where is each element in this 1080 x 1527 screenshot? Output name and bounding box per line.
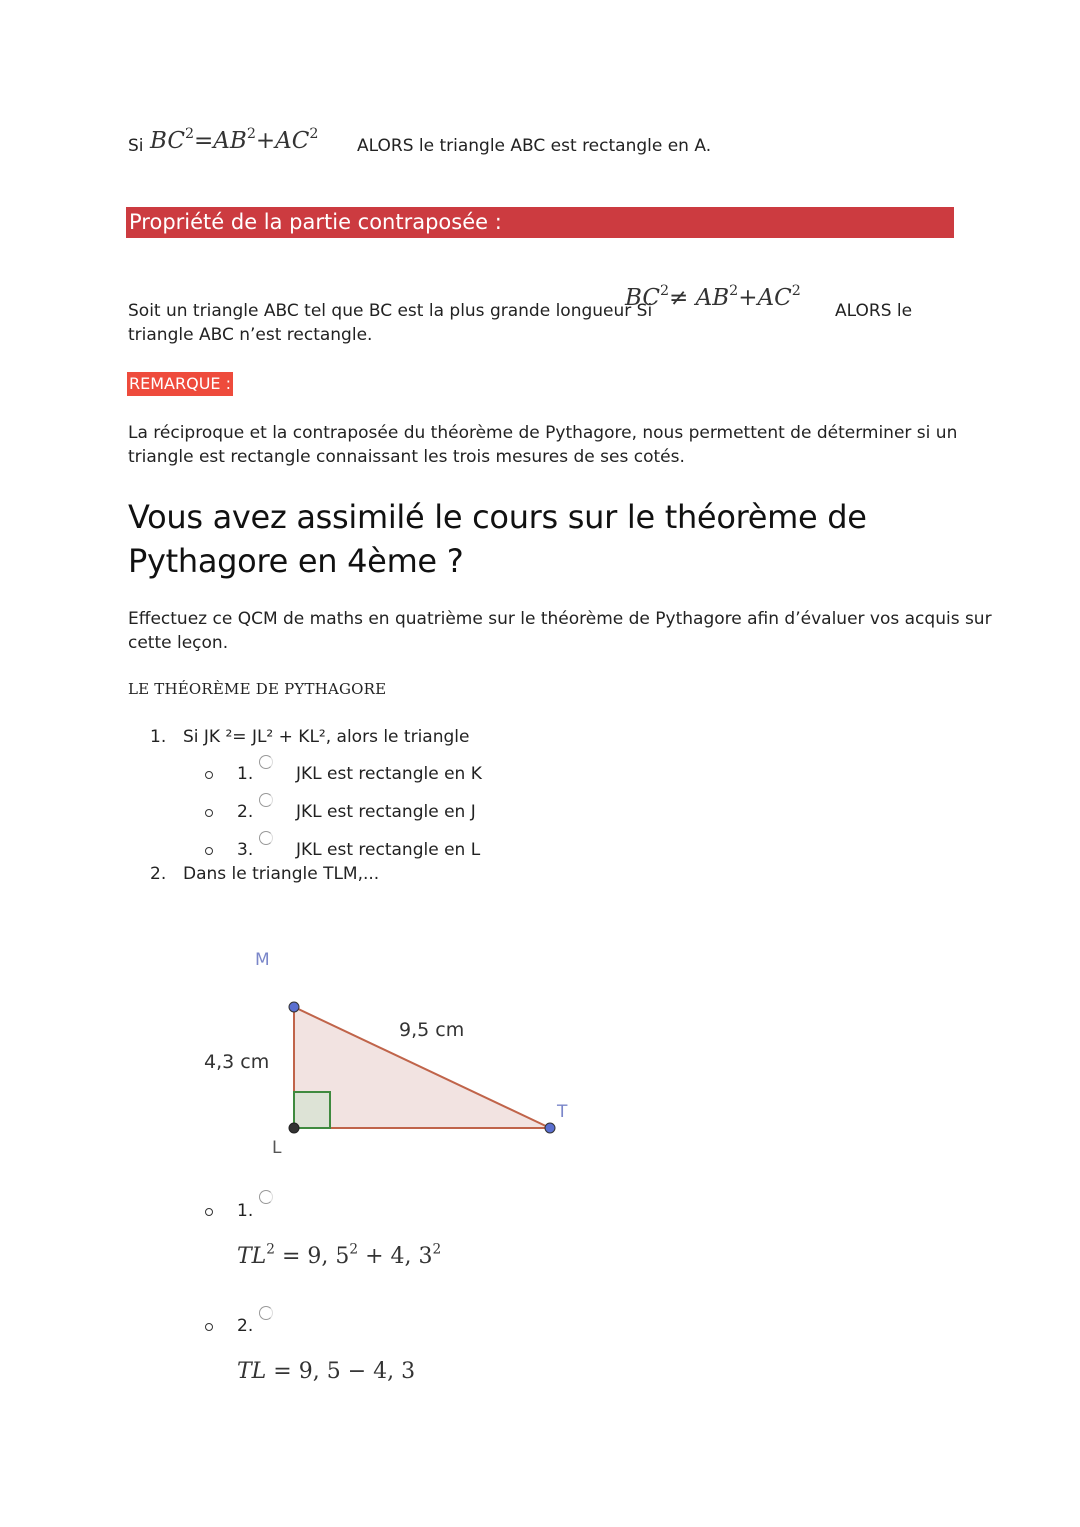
right-angle-marker [294, 1092, 330, 1128]
vertex-t-point [545, 1123, 555, 1133]
quiz-intro-line-2: cette leçon. [128, 633, 229, 653]
list-bullet [205, 847, 213, 855]
option-number: 2. [237, 802, 254, 822]
section-title-contrapositive: Propriété de la partie contraposée : [126, 207, 954, 238]
contrapositive-text-start: Soit un triangle ABC tel que BC est la plus grande longueur Si [128, 301, 653, 321]
contrapositive-formula: $BC^2\ne AB^2+AC^2$ [625, 283, 801, 311]
list-bullet [205, 809, 213, 817]
question-1-text: Si JK ²= JL² + KL², alors le triangle [183, 727, 470, 747]
list-bullet [205, 771, 213, 779]
page-heading-line-1: Vous avez assimilé le cours sur le théorème de [128, 498, 867, 536]
option-number: 2. [237, 1316, 254, 1336]
converse-conclusion-text: ALORS le triangle ABC est rectangle en A. [357, 136, 712, 156]
contrapositive-text-end: triangle ABC n’est rectangle. [128, 325, 373, 345]
radio-button-q1-opt3[interactable] [259, 831, 273, 845]
radio-button-q1-opt1[interactable] [259, 755, 273, 769]
vertex-m-point [289, 1002, 299, 1012]
side-ml-length: 4,3 cm [204, 1051, 270, 1073]
option-label: JKL est rectangle en L [296, 840, 481, 860]
pythagore-converse-formula: $BC^2=AB^2+AC^2$ [150, 126, 319, 154]
question-2-text: Dans le triangle TLM,... [183, 864, 380, 884]
option-formula: $TL^2 = 9$, $5^2 + 4$, $3^2$ [237, 1241, 442, 1269]
vertex-m-label: M [255, 950, 270, 970]
contrapositive-text-alors: ALORS le [835, 301, 913, 321]
page-heading-line-2: Pythagore en 4ème ? [128, 542, 464, 580]
option-label: JKL est rectangle en K [296, 764, 482, 784]
list-bullet [205, 1208, 213, 1216]
remark-line-2: triangle est rectangle connaissant les trois mesures de ses cotés. [128, 447, 685, 467]
question-1-number: 1. [150, 727, 167, 747]
vertex-t-label: T [557, 1102, 568, 1122]
quiz-intro-line-1: Effectuez ce QCM de maths en quatrième sur le théorème de Pythagore afin d’évaluer vos acquis sur [128, 609, 992, 629]
list-bullet [205, 1323, 213, 1331]
vertex-l-point [289, 1123, 299, 1133]
option-label: JKL est rectangle en J [296, 802, 476, 822]
radio-button-q2-opt1[interactable] [259, 1190, 273, 1204]
intro-si-label: Si [128, 136, 144, 156]
quiz-title: LE THÉORÈME DE PYTHAGORE [128, 680, 387, 698]
option-number: 1. [237, 764, 254, 784]
triangle-tlm-figure [190, 935, 590, 1165]
option-number: 3. [237, 840, 254, 860]
remark-badge: REMARQUE : [127, 372, 233, 396]
option-number: 1. [237, 1201, 254, 1221]
radio-button-q1-opt2[interactable] [259, 793, 273, 807]
remark-line-1: La réciproque et la contraposée du théorème de Pythagore, nous permettent de déterminer si un [128, 423, 958, 443]
vertex-l-label: L [272, 1138, 282, 1158]
radio-button-q2-opt2[interactable] [259, 1306, 273, 1320]
question-2-number: 2. [150, 864, 167, 884]
option-formula: TL = 9, 5 − 4, 3 [237, 1359, 416, 1384]
side-mt-length: 9,5 cm [399, 1019, 465, 1041]
